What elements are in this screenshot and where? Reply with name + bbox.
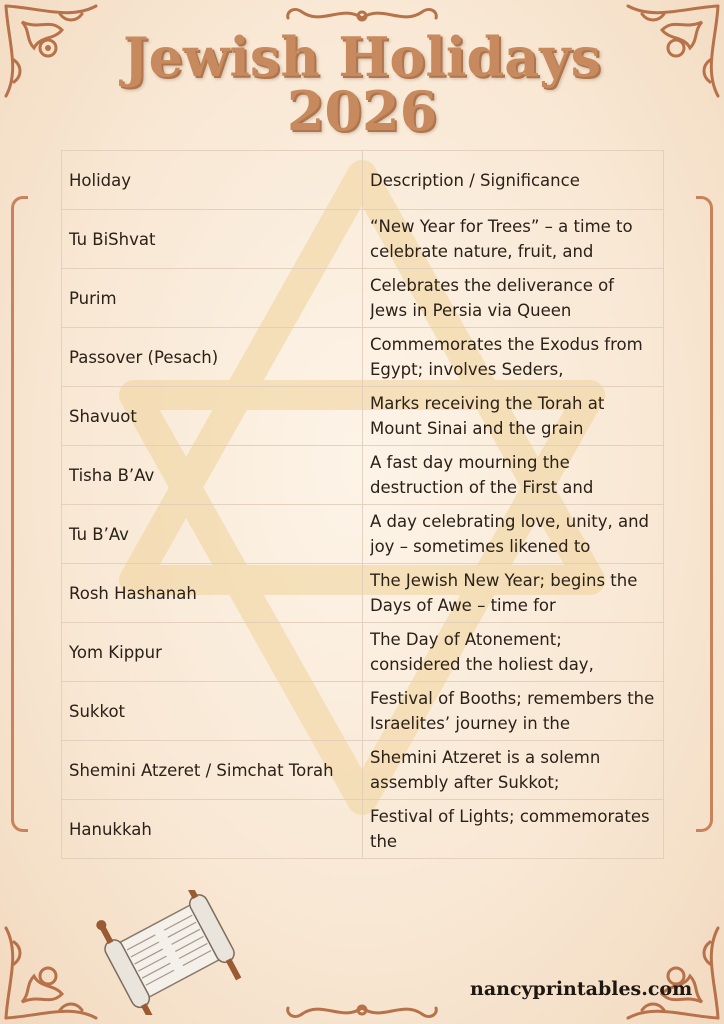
holiday-name: Shemini Atzeret / Simchat Torah bbox=[62, 741, 363, 800]
holiday-description-text: The Jewish New Year; begins the Days of Awe – time for bbox=[370, 571, 638, 615]
table-row bbox=[62, 800, 664, 859]
holiday-name: Passover (Pesach) bbox=[62, 328, 363, 387]
holiday-name: Yom Kippur bbox=[62, 623, 363, 682]
table-row bbox=[62, 564, 664, 623]
holiday-description bbox=[363, 505, 664, 564]
table-row bbox=[62, 505, 664, 564]
table-row bbox=[62, 741, 664, 800]
column-header-holiday: Holiday bbox=[62, 151, 363, 210]
holiday-description-text: Shemini Atzeret is a solemn assembly after Sukkot; bbox=[370, 748, 601, 792]
scroll-flourish-icon bbox=[282, 994, 442, 1024]
holiday-description bbox=[363, 269, 664, 328]
column-header-description: Description / Significance bbox=[363, 151, 664, 210]
holiday-name: Hanukkah bbox=[62, 800, 363, 859]
holiday-name: Tu BiShvat bbox=[62, 210, 363, 269]
decorative-bracket-right bbox=[696, 196, 713, 832]
holidays-table bbox=[61, 150, 664, 859]
table-row bbox=[62, 328, 664, 387]
page-title: Jewish Holidays bbox=[123, 25, 601, 89]
holiday-description bbox=[363, 446, 664, 505]
holiday-description-text: Commemorates the Exodus from Egypt; involves Seders, bbox=[370, 335, 643, 379]
table-row bbox=[62, 210, 664, 269]
holiday-description bbox=[363, 328, 664, 387]
holiday-description bbox=[363, 210, 664, 269]
floral-corner-ornament-icon bbox=[604, 904, 724, 1024]
table-row bbox=[62, 269, 664, 328]
footer-website: nancyprintables.com bbox=[470, 978, 693, 1000]
holiday-name: Tisha B’Av bbox=[62, 446, 363, 505]
page-title-year: 2026 bbox=[286, 79, 438, 143]
torah-scroll-icon bbox=[95, 890, 245, 1015]
holiday-description bbox=[363, 741, 664, 800]
holiday-description-text: Marks receiving the Torah at Mount Sinai and the grain bbox=[370, 394, 605, 438]
holiday-description-text: Celebrates the deliverance of Jews in Persia via Queen bbox=[370, 276, 614, 320]
table-row bbox=[62, 623, 664, 682]
table-row bbox=[62, 387, 664, 446]
holiday-name: Tu B’Av bbox=[62, 505, 363, 564]
holiday-description bbox=[363, 800, 664, 859]
holiday-name: Sukkot bbox=[62, 682, 363, 741]
table-row bbox=[62, 682, 664, 741]
holiday-description-text: Festival of Lights; commemorates the bbox=[370, 807, 650, 851]
decorative-bracket-left bbox=[11, 196, 28, 832]
holiday-description-text: A fast day mourning the destruction of the First and bbox=[370, 453, 594, 497]
table-row bbox=[62, 446, 664, 505]
holiday-description bbox=[363, 623, 664, 682]
holiday-name: Purim bbox=[62, 269, 363, 328]
holiday-description-text: Festival of Booths; remembers the Israelites’ journey in the bbox=[370, 689, 655, 733]
holiday-description-text: A day celebrating love, unity, and joy – sometimes likened to bbox=[370, 512, 650, 556]
holiday-description bbox=[363, 564, 664, 623]
holiday-name: Shavuot bbox=[62, 387, 363, 446]
holiday-description-text: “New Year for Trees” – a time to celebrate nature, fruit, and bbox=[370, 217, 633, 261]
table-header-row bbox=[62, 151, 664, 210]
holiday-description-text: The Day of Atonement; considered the holiest day, bbox=[370, 630, 594, 674]
holiday-description bbox=[363, 682, 664, 741]
holiday-name: Rosh Hashanah bbox=[62, 564, 363, 623]
holiday-description bbox=[363, 387, 664, 446]
